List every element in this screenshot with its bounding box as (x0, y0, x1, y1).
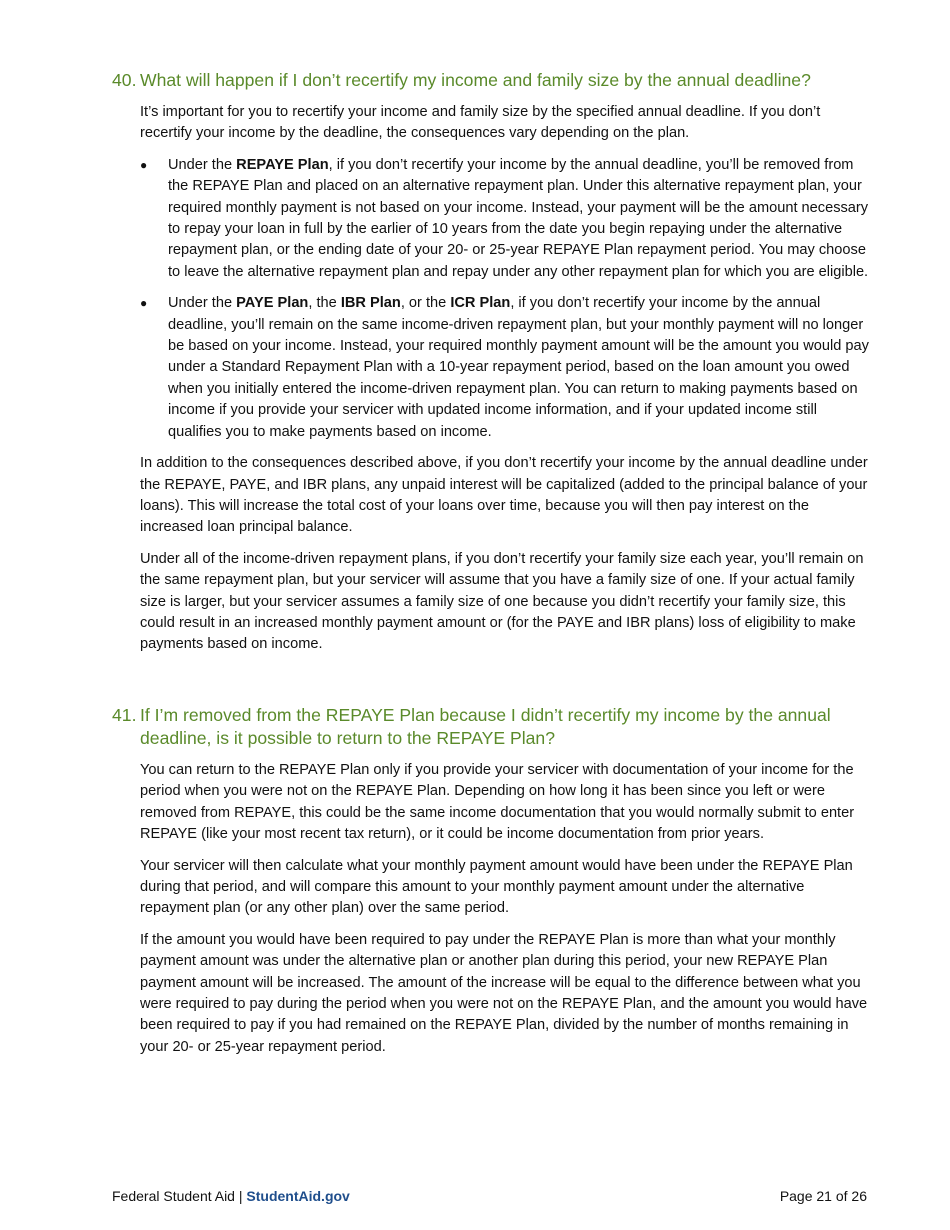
interest-capitalization-paragraph: In addition to the consequences described above, if you don’t recertify your income by the annual deadline under the REPAYE, PAYE, and IBR plans, any unpaid interest will be capitalized (added to the principal balance of your loans). This will increase the total cost of your loans over time, because you will then pay interest on the increased loan principal balance. (140, 455, 868, 536)
question-title: If I’m removed from the REPAYE Plan because I didn’t recertify my income by the annual deadline, is it possible to return to the REPAYE Plan? (140, 705, 831, 748)
footer-org: Federal Student Aid | StudentAid.gov (112, 1188, 350, 1204)
calculation-paragraph: Your servicer will then calculate what your monthly payment amount would have been under the REPAYE Plan during that period, and will compare this amount to your monthly payment amount under the alternative repayment plan (or any other plan) over the same period. (140, 857, 853, 917)
plan-name-paye: PAYE Plan (236, 295, 309, 312)
plan-name-repaye: REPAYE Plan (236, 156, 329, 173)
list-item-paye-ibr-icr (140, 293, 870, 443)
family-size-paragraph: Under all of the income-driven repayment plans, if you don’t recertify your family size each year, you’ll remain on the same repayment plan, but your servicer will assume that you have a family size of one. If your actual family size is larger, but your servicer assumes a family size of one because you didn’t recertify your family size, this could result in an increased monthly payment amount or (for the PAYE and IBR plans) loss of eligibility to make payments based on income. (140, 550, 864, 653)
bullet-icon: ● (140, 296, 148, 311)
list-item-text: Under the REPAYE Plan, if you don’t recertify your income by the annual deadline, you’ll be removed from the REPAYE Plan and placed on an alternative repayment plan. Under this alternative repayment plan, your required monthly payment is not based on your income. Instead, your payment will be the amount necessary to repay your loan in full by the earlier of 10 years from the date you begin repaying under the alternative repayment plan, or the ending date of your 20- or 25-year REPAYE Plan repayment period. You may choose to leave the alternative repayment plan and repay under any other repayment plan for which you are eligible. (168, 156, 869, 280)
list-item-repaye (140, 155, 870, 283)
question-heading (112, 704, 870, 750)
plan-name-icr: ICR Plan (450, 295, 511, 312)
question-heading (112, 69, 870, 92)
bullet-icon: ● (140, 157, 148, 172)
faq-section-41 (112, 704, 870, 1068)
documentation-paragraph: You can return to the REPAYE Plan only if you provide your servicer with documentation of your income for the period when you were not on the REPAYE Plan. Depending on how long it has been since you left or were removed from REPAYE, this could be the same income documentation that you would normally submit to enter REPAYE (like your most recent tax return), or it could be income documentation from prior years. (140, 762, 855, 843)
faq-section-40 (112, 69, 870, 666)
increase-paragraph: If the amount you would have been required to pay under the REPAYE Plan is more than what your monthly payment amount was under the alternative plan or another plan during this period, your new REPAYE Plan payment amount will be increased. The amount of the increase will be equal to the difference between what you were required to pay during the period when you were not on the REPAYE Plan, and the amount you would have been required to pay if you had remained on the REPAYE Plan, divided by the number of months remaining in your 20- or 25-year repayment period. (140, 931, 868, 1055)
question-number: 41. (112, 705, 137, 725)
page-number: Page 21 of 26 (779, 1188, 867, 1204)
list-item-text: Under the PAYE Plan, the IBR Plan, or the ICR Plan, if you don’t recertify your income by the annual deadline, you’ll remain on the same income-driven repayment plan, but your monthly payment will no longer be based on your income. Instead, your required monthly payment amount will be the amount you would pay under a Standard Repayment Plan with a 10-year repayment period, based on the loan amount you owed when you initially entered the income-driven repayment plan. You can return to making payments based on income if you provide your servicer with updated income information, and if your updated income still qualifies you to make payments based on income. (168, 295, 869, 440)
plan-name-ibr: IBR Plan (340, 295, 401, 312)
plan-consequences-list (140, 155, 870, 443)
intro-paragraph: It’s important for you to recertify your income and family size by the specified annual deadline. If you don’t recertify your income by the deadline, the consequences vary depending on the plan. (140, 104, 821, 142)
studentaid-link[interactable]: StudentAid.gov (246, 1188, 350, 1204)
question-title: What will happen if I don’t recertify my income and family size by the annual deadline? (140, 70, 811, 90)
page-footer (112, 1188, 867, 1204)
question-number: 40. (112, 70, 137, 90)
